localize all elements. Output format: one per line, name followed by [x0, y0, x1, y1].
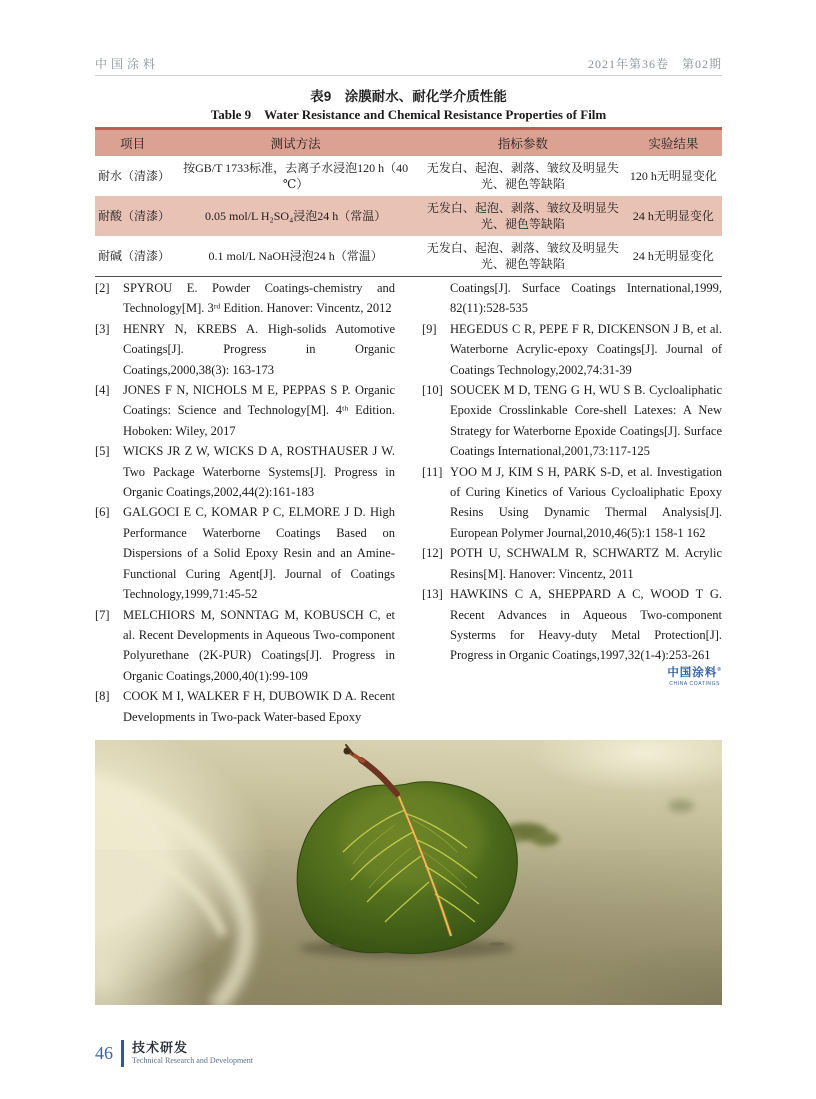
running-head — [95, 54, 722, 76]
reference-number: [3] — [95, 321, 110, 336]
leaf-illustration — [95, 740, 722, 1005]
reference-number: [9] — [422, 321, 437, 336]
reference-item — [95, 441, 395, 502]
cell-result: 24 h无明显变化 — [632, 249, 714, 263]
reference-item — [422, 462, 722, 544]
reference-item — [95, 319, 395, 380]
reference-item — [95, 380, 395, 441]
reference-item — [422, 543, 722, 584]
leaf-on-beach-photo — [95, 740, 722, 1005]
reference-number: [8] — [95, 689, 110, 704]
reference-text: HEGEDUS C R, PEPE F R, DICKENSON J B, et al. Waterborne Acrylic-epoxy Coatings[J]. Journal of Coatings Technology,2002,74:31-39 — [450, 321, 722, 377]
cell-method: 按GB/T 1733标准，去离子水浸泡120 h（40 ℃） — [183, 161, 409, 191]
reference-number: [2] — [95, 281, 110, 295]
cell-result: 120 h无明显变化 — [629, 169, 717, 183]
col-header-criteria: 指标参数 — [421, 129, 625, 157]
reference-text: SOUCEK M D, TENG G H, WU S B. Cycloaliphatic Epoxide Crosslinkable Core-shell Latexes: A New Strategy for Waterborne Epoxide Coatings[J]. Surface Coatings International,2001,73:117-125 — [450, 383, 722, 459]
reference-text: GALGOCI E C, KOMAR P C, ELMORE J D. High Performance Waterborne Coatings Based on Dispersions of a Solid Epoxy Resin and an Amine-Functional Curing Agent[J]. Journal of Coatings Technology,1999,71:45-52 — [123, 505, 395, 602]
reference-item — [95, 605, 395, 687]
reference-item — [95, 278, 395, 319]
table-row — [95, 196, 722, 236]
page-number: 46 — [95, 1043, 113, 1063]
reference-text: COOK M I, WALKER F H, DUBOWIK D A. Recent Developments in Two-pack Water-based Epoxy — [123, 689, 395, 724]
reference-number: [4] — [95, 383, 110, 398]
page-footer — [95, 1040, 253, 1067]
table-caption-zh: 表9 涂膜耐水、耐化学介质性能 — [310, 89, 507, 104]
table-header-row — [95, 129, 722, 157]
col-header-result: 实验结果 — [625, 129, 722, 157]
reference-number: [13] — [422, 587, 443, 602]
leaf — [297, 745, 517, 954]
reference-item — [95, 502, 395, 604]
section-title-zh: 技术研发 — [132, 1040, 189, 1055]
table-row — [95, 156, 722, 196]
cell-criteria: 无发白、起泡、剥落、皱纹及明显失光、褪色等缺陷 — [421, 196, 625, 236]
cell-criteria: 无发白、起泡、剥落、皱纹及明显失光、褪色等缺陷 — [426, 161, 619, 191]
table-row — [95, 236, 722, 277]
table-caption-en: Table 9 Water Resistance and Chemical Resistance Properties of Film — [210, 107, 607, 122]
cell-criteria: 无发白、起泡、剥落、皱纹及明显失光、褪色等缺陷 — [426, 241, 619, 271]
reference-item-continuation — [422, 278, 722, 319]
logo-text-zh: 中国涂料 — [667, 667, 718, 679]
issue-info: 2021年第36卷 第02期 — [587, 57, 722, 71]
table-section — [95, 88, 722, 277]
reference-number: [11] — [422, 464, 443, 479]
cell-method: 0.1 mol/L NaOH浸泡24 h（常温） — [208, 249, 383, 263]
reference-number: [12] — [422, 546, 443, 561]
reference-item — [422, 584, 722, 666]
footer-divider-bar — [121, 1040, 124, 1067]
logo-text-en: CHINA COATINGS — [669, 681, 721, 687]
reference-text: HENRY N, KREBS A. High-solids Automotive Coatings[J]. Progress in Organic Coatings,2000,38(3): 163-173 — [123, 321, 395, 377]
cell-item: 耐碱（清漆） — [98, 249, 171, 263]
reference-item — [95, 686, 395, 727]
reference-number: [6] — [95, 505, 110, 520]
reference-text: YOO M J, KIM S H, PARK S-D, et al. Investigation of Curing Kinetics of Various Cycloaliphatic Epoxy Resins Using Dynamic Thermal Analysis[J]. European Polymer Journal,2010,46(5):1 158-1 162 — [450, 464, 722, 540]
cell-item: 耐水（清漆） — [98, 169, 171, 183]
col-header-method: 测试方法 — [170, 129, 421, 157]
reference-text: WICKS JR Z W, WICKS D A, ROSTHAUSER J W. Two Package Waterborne Systems[J]. Progress in Organic Coatings,2002,44(2):161-183 — [123, 444, 395, 500]
col-header-item: 项目 — [95, 129, 170, 157]
reference-text: POTH U, SCHWALM R, SCHWARTZ M. Acrylic Resins[M]. Hanover: Vincentz, 2011 — [450, 546, 722, 581]
reference-text: MELCHIORS M, SONNTAG M, KOBUSCH C, et al. Recent Developments in Aqueous Two-component Polyurethane (2K-PUR) Coatings[J]. Progress in Organic Coatings,2000,40(1):99-109 — [123, 607, 395, 683]
registered-mark: ® — [717, 667, 722, 674]
reference-number — [422, 278, 450, 319]
reference-number: [7] — [95, 607, 110, 622]
journal-name: 中国涂料 — [95, 57, 160, 71]
reference-text: Coatings[J]. Surface Coatings International,1999, 82(11):528-535 — [450, 281, 722, 316]
section-title-en: Technical Research and Development — [132, 1056, 253, 1065]
china-coatings-logo — [667, 664, 722, 687]
cell-result: 24 h无明显变化 — [625, 196, 722, 236]
reference-text: SPYROU E. Powder Coatings-chemistry and Technology[M]. 3ʳᵈ Edition. Hanover: Vincentz, 2012 — [123, 281, 395, 316]
reference-list — [95, 278, 722, 727]
cell-method: 0.05 mol/L H₂SO₄浸泡24 h（常温） — [170, 196, 421, 236]
properties-table — [95, 127, 722, 277]
reference-number: [10] — [422, 383, 443, 398]
cell-item: 耐酸（清漆） — [95, 196, 170, 236]
reference-column-left — [95, 278, 395, 727]
reference-item — [422, 380, 722, 462]
reference-text: HAWKINS C A, SHEPPARD A C, WOOD T G. Recent Advances in Aqueous Two-component Systerms for Heavy-duty Metal Protection[J]. Progress in Organic Coatings,1997,32(1-4):253-261 — [450, 587, 722, 663]
reference-number: [5] — [95, 444, 110, 459]
reference-column-right — [422, 278, 722, 727]
reference-text: JONES F N, NICHOLS M E, PEPPAS S P. Organic Coatings: Science and Technology[M]. 4ᵗʰ Edition. Hoboken: Wiley, 2017 — [123, 383, 395, 438]
reference-item — [422, 319, 722, 380]
